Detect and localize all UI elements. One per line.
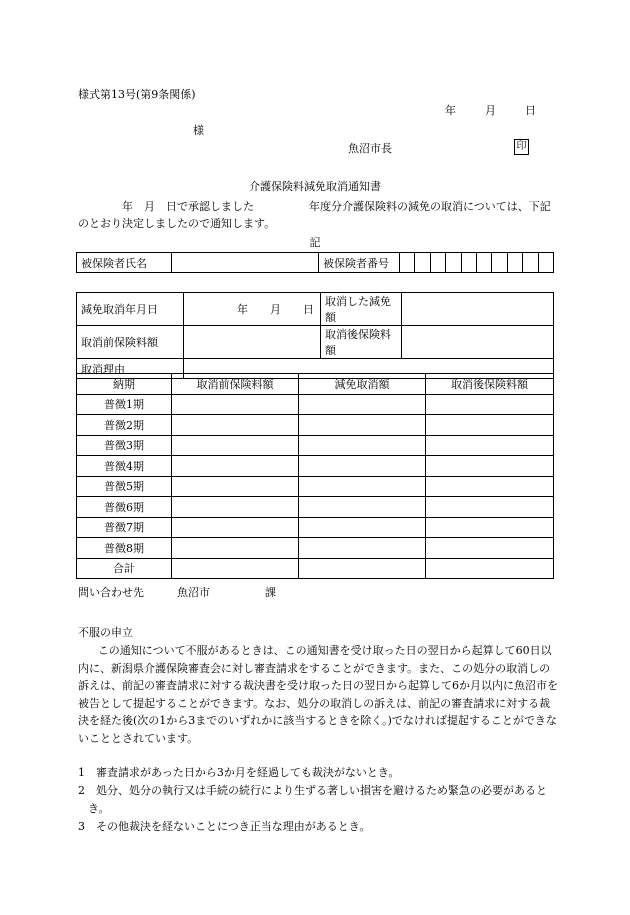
- amount-cell[interactable]: [172, 415, 299, 436]
- amount-cell[interactable]: [426, 538, 554, 559]
- before-premium-cell[interactable]: [184, 326, 321, 359]
- table-row: [77, 435, 554, 456]
- insured-table: [76, 252, 554, 273]
- table-row: [77, 456, 554, 477]
- amount-cell[interactable]: [299, 497, 426, 518]
- amount-cell[interactable]: [426, 497, 554, 518]
- addressee-suffix: 様: [193, 124, 204, 137]
- cancel-date-label: 減免取消年月日: [77, 293, 184, 326]
- digit-cell[interactable]: [507, 253, 522, 273]
- intro-text: 年 月 日で承認しました 年度分介護保険料の減免の取消については、下記のとおり決定しましたので通知します。: [78, 200, 551, 230]
- digit-cell[interactable]: [461, 253, 476, 273]
- amount-cell[interactable]: [426, 456, 554, 477]
- header-due: 納期: [77, 374, 172, 395]
- header-cancelled: 減免取消額: [299, 374, 426, 395]
- amount-cell[interactable]: [299, 456, 426, 477]
- row-label: 普徴4期: [77, 456, 172, 477]
- table-row: [77, 476, 554, 497]
- after-premium-cell[interactable]: [402, 326, 554, 359]
- digit-cell[interactable]: [446, 253, 461, 273]
- amount-cell[interactable]: [299, 558, 426, 579]
- digit-cell[interactable]: [400, 253, 415, 273]
- table-row: [77, 517, 554, 538]
- row-label: 普徴2期: [77, 415, 172, 436]
- cancelled-amount-label: 取消した減免額: [321, 293, 402, 326]
- amount-cell[interactable]: [172, 558, 299, 579]
- row-label: 普徴6期: [77, 497, 172, 518]
- appeal-body: この通知について不服があるときは、この通知書を受け取った日の翌日から起算して60日以内に、新潟県介護保険審査会に対し審査請求をすることができます。また、この処分の取消しの訴えは、前記の審査請求に対する裁決書を受け取った日の翌日から起算して6か月以内に魚沼市を被告として提起することができます。なお、処分の取消しの訴えは、前記の審査請求に対する裁決を経た後(次の1から3までのいずれかに該当するときを除く。)でなければ提起することができないこととされています。: [78, 644, 558, 745]
- amount-cell[interactable]: [299, 415, 426, 436]
- reason-label: 取消理由: [77, 359, 184, 379]
- amount-cell[interactable]: [426, 415, 554, 436]
- digit-cell[interactable]: [476, 253, 491, 273]
- seal-stamp: 印: [514, 139, 529, 155]
- amount-cell[interactable]: [426, 394, 554, 415]
- installment-table: [76, 373, 554, 579]
- amount-cell[interactable]: [426, 517, 554, 538]
- appeal-heading: 不服の申立: [78, 626, 133, 639]
- amount-cell[interactable]: [299, 476, 426, 497]
- digit-cell[interactable]: [538, 253, 553, 273]
- amount-cell[interactable]: [172, 497, 299, 518]
- amount-cell[interactable]: [299, 435, 426, 456]
- date-day: 日: [525, 104, 536, 117]
- row-label: 合計: [77, 558, 172, 579]
- amount-cell[interactable]: [172, 538, 299, 559]
- amount-cell[interactable]: [172, 435, 299, 456]
- table-row: [77, 394, 554, 415]
- digit-cell[interactable]: [415, 253, 430, 273]
- amount-cell[interactable]: [299, 517, 426, 538]
- ki-heading: 記: [309, 236, 321, 249]
- row-label: 普徴8期: [77, 538, 172, 559]
- cancelled-amount-cell[interactable]: [402, 293, 554, 326]
- appeal-item-1: 1 審査請求があった日から3か月を経過しても裁決がないとき。: [78, 766, 400, 779]
- digit-cell[interactable]: [430, 253, 445, 273]
- table-row: [77, 497, 554, 518]
- amount-cell[interactable]: [172, 476, 299, 497]
- issue-date: [445, 104, 536, 117]
- table-row-total: [77, 558, 554, 579]
- header-before: 取消前保険料額: [172, 374, 299, 395]
- insured-number-label: 被保険者番号: [319, 253, 400, 273]
- table-row: [77, 538, 554, 559]
- amount-cell[interactable]: [299, 538, 426, 559]
- cancel-date-value[interactable]: 年 月 日: [184, 293, 321, 326]
- before-premium-label: 取消前保険料額: [77, 326, 184, 359]
- cancellation-table: [76, 292, 554, 379]
- appeal-item-2: 2 処分、処分の執行又は手続の続行により生ずる著しい損害を避けるため緊急の必要があるとき。: [78, 784, 547, 815]
- amount-cell[interactable]: [299, 394, 426, 415]
- row-label: 普徴1期: [77, 394, 172, 415]
- contact-info: 問い合わせ先 魚沼市 課: [78, 586, 276, 599]
- date-month: 月: [485, 104, 496, 117]
- digit-cell[interactable]: [492, 253, 507, 273]
- form-number: 様式第13号(第9条関係): [78, 88, 196, 101]
- amount-cell[interactable]: [426, 435, 554, 456]
- insured-name-label: 被保険者氏名: [77, 253, 172, 273]
- amount-cell[interactable]: [426, 476, 554, 497]
- amount-cell[interactable]: [172, 517, 299, 538]
- row-label: 普徴7期: [77, 517, 172, 538]
- mayor-title: 魚沼市長: [348, 142, 392, 155]
- amount-cell[interactable]: [172, 456, 299, 477]
- appeal-item-3: 3 その他裁決を経ないことにつき正当な理由があるとき。: [78, 820, 371, 833]
- row-label: 普徴3期: [77, 435, 172, 456]
- insured-name-cell[interactable]: [172, 253, 319, 273]
- after-premium-label: 取消後保険料額: [321, 326, 402, 359]
- amount-cell[interactable]: [172, 394, 299, 415]
- table-row: [77, 415, 554, 436]
- digit-cell[interactable]: [523, 253, 538, 273]
- amount-cell[interactable]: [426, 558, 554, 579]
- row-label: 普徴5期: [77, 476, 172, 497]
- header-after: 取消後保険料額: [426, 374, 554, 395]
- document-title: 介護保険料減免取消通知書: [249, 180, 381, 193]
- date-year: 年: [445, 104, 456, 117]
